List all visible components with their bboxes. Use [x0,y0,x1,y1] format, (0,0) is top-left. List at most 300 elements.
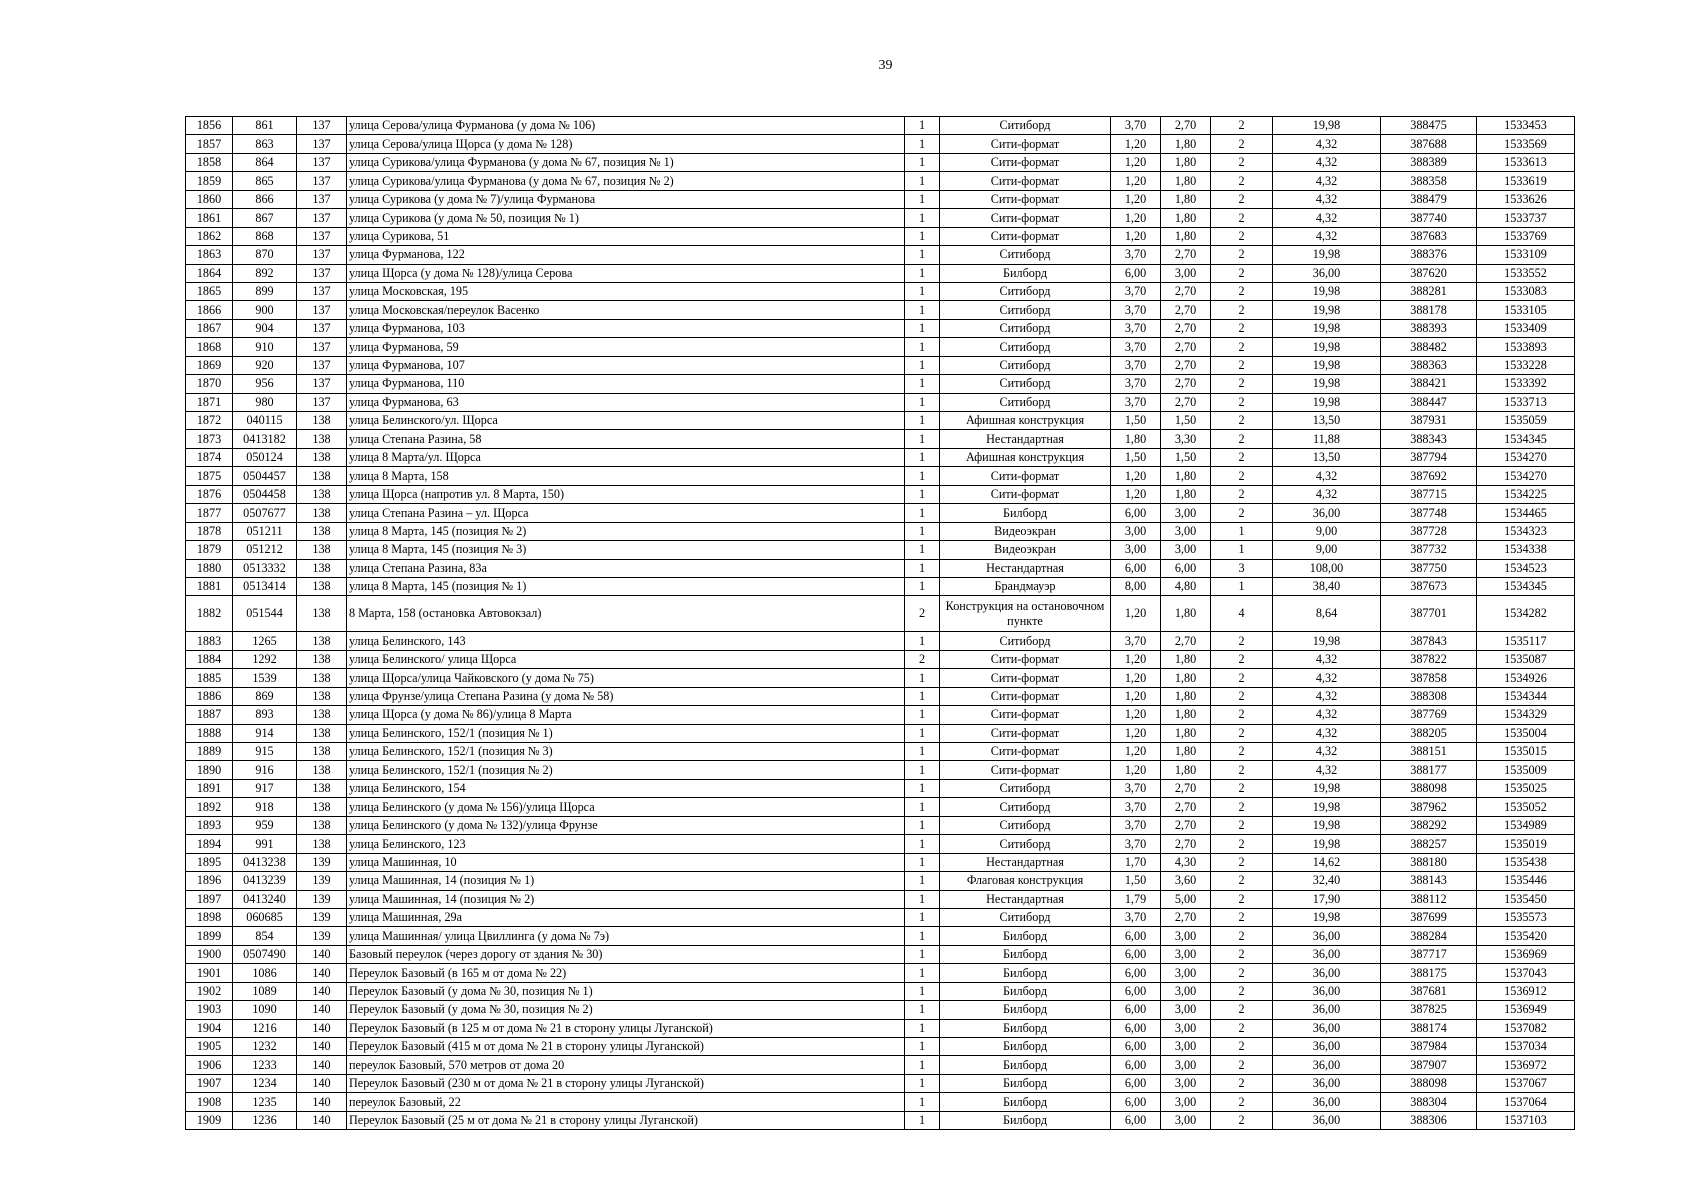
address-cell: улица Щорса/улица Чайковского (у дома № 75) [347,669,905,687]
district-cell: 137 [297,246,347,264]
district-cell: 137 [297,282,347,300]
sides-cell: 1 [1211,522,1273,540]
row-number-cell: 1857 [186,135,233,153]
type-cell: Сити-формат [940,761,1111,779]
table-row [186,964,1575,982]
coord-x-cell: 388281 [1381,282,1477,300]
area-cell: 8,64 [1273,596,1381,632]
coord-y-cell: 1533552 [1477,264,1575,282]
district-cell: 140 [297,1056,347,1074]
height-cell: 1,80 [1161,687,1211,705]
coord-x-cell: 388143 [1381,872,1477,890]
type-cell: Ситиборд [940,816,1111,834]
height-cell: 1,80 [1161,669,1211,687]
row-number-cell: 1906 [186,1056,233,1074]
row-number-cell: 1897 [186,890,233,908]
height-cell: 3,00 [1161,1019,1211,1037]
coord-y-cell: 1533409 [1477,319,1575,337]
district-cell: 138 [297,779,347,797]
sides-cell: 2 [1211,393,1273,411]
count-cell: 2 [905,596,940,632]
count-cell: 1 [905,135,940,153]
page-number: 39 [878,58,893,73]
count-cell: 1 [905,227,940,245]
coord-y-cell: 1534225 [1477,485,1575,503]
count-cell: 1 [905,779,940,797]
structure-id-cell: 051544 [233,596,297,632]
address-cell: улица Машинная, 29а [347,908,905,926]
address-cell: улица Фурманова, 122 [347,246,905,264]
height-cell: 1,80 [1161,467,1211,485]
height-cell: 1,80 [1161,135,1211,153]
district-cell: 138 [297,669,347,687]
height-cell: 4,80 [1161,577,1211,595]
count-cell: 1 [905,1093,940,1111]
structure-id-cell: 040115 [233,412,297,430]
height-cell: 2,70 [1161,356,1211,374]
table-row [186,246,1575,264]
width-cell: 1,20 [1111,743,1161,761]
area-cell: 19,98 [1273,338,1381,356]
width-cell: 1,20 [1111,172,1161,190]
count-cell: 1 [905,1001,940,1019]
district-cell: 140 [297,1001,347,1019]
row-number-cell: 1908 [186,1093,233,1111]
district-cell: 137 [297,356,347,374]
coord-x-cell: 388363 [1381,356,1477,374]
width-cell: 6,00 [1111,945,1161,963]
type-cell: Сити-формат [940,687,1111,705]
coord-x-cell: 388098 [1381,1074,1477,1092]
height-cell: 2,70 [1161,375,1211,393]
height-cell: 2,70 [1161,779,1211,797]
coord-y-cell: 1535059 [1477,412,1575,430]
area-cell: 4,32 [1273,669,1381,687]
type-cell: Брандмауэр [940,577,1111,595]
height-cell: 2,70 [1161,798,1211,816]
width-cell: 3,00 [1111,522,1161,540]
district-cell: 137 [297,135,347,153]
structure-id-cell: 956 [233,375,297,393]
address-cell: улица Сурикова (у дома № 50, позиция № 1) [347,209,905,227]
row-number-cell: 1903 [186,1001,233,1019]
area-cell: 36,00 [1273,964,1381,982]
width-cell: 3,70 [1111,632,1161,650]
address-cell: улица Сурикова (у дома № 7)/улица Фурманова [347,190,905,208]
district-cell: 140 [297,1074,347,1092]
type-cell: Билборд [940,1001,1111,1019]
coord-x-cell: 387692 [1381,467,1477,485]
count-cell: 1 [905,448,940,466]
count-cell: 1 [905,816,940,834]
coord-x-cell: 388175 [1381,964,1477,982]
width-cell: 6,00 [1111,1074,1161,1092]
coord-y-cell: 1535117 [1477,632,1575,650]
table-row [186,908,1575,926]
coord-y-cell: 1535438 [1477,853,1575,871]
type-cell: Ситиборд [940,282,1111,300]
coord-y-cell: 1537064 [1477,1093,1575,1111]
row-number-cell: 1883 [186,632,233,650]
district-cell: 138 [297,430,347,448]
address-cell: улица Сурикова/улица Фурманова (у дома № 67, позиция № 2) [347,172,905,190]
type-cell: Ситиборд [940,632,1111,650]
coord-x-cell: 387822 [1381,650,1477,668]
height-cell: 3,00 [1161,522,1211,540]
area-cell: 4,32 [1273,172,1381,190]
table-row [186,412,1575,430]
coord-y-cell: 1534338 [1477,541,1575,559]
sides-cell: 2 [1211,1038,1273,1056]
table-row [186,522,1575,540]
coord-y-cell: 1536949 [1477,1001,1575,1019]
row-number-cell: 1871 [186,393,233,411]
table-row [186,927,1575,945]
address-cell: улица Белинского (у дома № 132)/улица Фрунзе [347,816,905,834]
width-cell: 3,70 [1111,319,1161,337]
coord-y-cell: 1537067 [1477,1074,1575,1092]
address-cell: улица Белинского, 152/1 (позиция № 2) [347,761,905,779]
width-cell: 1,20 [1111,687,1161,705]
area-cell: 36,00 [1273,264,1381,282]
address-cell: улица Белинского, 152/1 (позиция № 1) [347,724,905,742]
coord-x-cell: 387907 [1381,1056,1477,1074]
sides-cell: 2 [1211,1074,1273,1092]
coord-y-cell: 1533392 [1477,375,1575,393]
coord-x-cell: 387769 [1381,706,1477,724]
structure-id-cell: 050124 [233,448,297,466]
structure-id-cell: 899 [233,282,297,300]
sides-cell: 2 [1211,319,1273,337]
count-cell: 1 [905,319,940,337]
area-cell: 19,98 [1273,632,1381,650]
coord-x-cell: 387750 [1381,559,1477,577]
row-number-cell: 1887 [186,706,233,724]
coord-y-cell: 1534523 [1477,559,1575,577]
row-number-cell: 1862 [186,227,233,245]
area-cell: 4,32 [1273,190,1381,208]
type-cell: Ситиборд [940,356,1111,374]
height-cell: 3,00 [1161,1056,1211,1074]
table-row [186,190,1575,208]
sides-cell: 2 [1211,669,1273,687]
table-row [186,485,1575,503]
address-cell: улица 8 Марта, 145 (позиция № 3) [347,541,905,559]
count-cell: 1 [905,559,940,577]
structure-id-cell: 865 [233,172,297,190]
table-row [186,172,1575,190]
type-cell: Конструкция на остановочном пункте [940,596,1111,632]
sides-cell: 2 [1211,1093,1273,1111]
height-cell: 6,00 [1161,559,1211,577]
address-cell: улица Белинского/ улица Щорса [347,650,905,668]
width-cell: 3,70 [1111,375,1161,393]
height-cell: 3,00 [1161,264,1211,282]
sides-cell: 2 [1211,467,1273,485]
address-cell: улица Степана Разина, 83а [347,559,905,577]
coord-y-cell: 1533769 [1477,227,1575,245]
address-cell: улица Машинная/ улица Цвиллинга (у дома № 7э) [347,927,905,945]
sides-cell: 2 [1211,835,1273,853]
height-cell: 3,00 [1161,1093,1211,1111]
table-row [186,669,1575,687]
coord-y-cell: 1533569 [1477,135,1575,153]
type-cell: Билборд [940,1038,1111,1056]
count-cell: 1 [905,430,940,448]
structure-id-cell: 0504458 [233,485,297,503]
coord-y-cell: 1535450 [1477,890,1575,908]
district-cell: 138 [297,522,347,540]
height-cell: 1,80 [1161,190,1211,208]
coord-x-cell: 387984 [1381,1038,1477,1056]
structure-id-cell: 863 [233,135,297,153]
address-cell: улица Сурикова/улица Фурманова (у дома № 67, позиция № 1) [347,153,905,171]
address-cell: Переулок Базовый (230 м от дома № 21 в сторону улицы Луганской) [347,1074,905,1092]
coord-x-cell: 387732 [1381,541,1477,559]
row-number-cell: 1895 [186,853,233,871]
height-cell: 1,50 [1161,448,1211,466]
district-cell: 138 [297,724,347,742]
coord-x-cell: 387683 [1381,227,1477,245]
area-cell: 11,88 [1273,430,1381,448]
coord-y-cell: 1534345 [1477,430,1575,448]
address-cell: улица Фрунзе/улица Степана Разина (у дома № 58) [347,687,905,705]
table-row [186,945,1575,963]
sides-cell: 2 [1211,908,1273,926]
sides-cell: 2 [1211,172,1273,190]
area-cell: 4,32 [1273,209,1381,227]
type-cell: Афишная конструкция [940,448,1111,466]
area-cell: 4,32 [1273,743,1381,761]
type-cell: Сити-формат [940,706,1111,724]
height-cell: 1,80 [1161,761,1211,779]
structure-id-cell: 991 [233,835,297,853]
structure-id-cell: 0507677 [233,504,297,522]
coord-x-cell: 387681 [1381,982,1477,1000]
coord-x-cell: 387673 [1381,577,1477,595]
coord-x-cell: 388393 [1381,319,1477,337]
type-cell: Сити-формат [940,485,1111,503]
row-number-cell: 1874 [186,448,233,466]
type-cell: Сити-формат [940,669,1111,687]
coord-x-cell: 387794 [1381,448,1477,466]
row-number-cell: 1898 [186,908,233,926]
coord-x-cell: 388447 [1381,393,1477,411]
table-row [186,982,1575,1000]
sides-cell: 2 [1211,504,1273,522]
height-cell: 3,00 [1161,1074,1211,1092]
count-cell: 1 [905,669,940,687]
district-cell: 138 [297,485,347,503]
width-cell: 3,70 [1111,117,1161,135]
coord-x-cell: 387728 [1381,522,1477,540]
row-number-cell: 1884 [186,650,233,668]
coord-x-cell: 387701 [1381,596,1477,632]
sides-cell: 2 [1211,706,1273,724]
row-number-cell: 1893 [186,816,233,834]
coord-y-cell: 1533109 [1477,246,1575,264]
count-cell: 1 [905,1019,940,1037]
type-cell: Ситиборд [940,246,1111,264]
table-row [186,375,1575,393]
coord-x-cell: 387962 [1381,798,1477,816]
width-cell: 3,70 [1111,338,1161,356]
coord-x-cell: 388479 [1381,190,1477,208]
height-cell: 5,00 [1161,890,1211,908]
count-cell: 1 [905,632,940,650]
sides-cell: 2 [1211,1111,1273,1129]
sides-cell: 2 [1211,779,1273,797]
district-cell: 138 [297,687,347,705]
table-row [186,282,1575,300]
table-row [186,743,1575,761]
area-cell: 9,00 [1273,522,1381,540]
sides-cell: 2 [1211,412,1273,430]
row-number-cell: 1872 [186,412,233,430]
structure-id-cell: 0413239 [233,872,297,890]
width-cell: 1,20 [1111,467,1161,485]
table-row [186,687,1575,705]
advertising-structures-table [185,116,1575,1130]
table-row [186,135,1575,153]
district-cell: 139 [297,890,347,908]
district-cell: 138 [297,743,347,761]
sides-cell: 2 [1211,743,1273,761]
height-cell: 1,80 [1161,596,1211,632]
table-row [186,393,1575,411]
width-cell: 3,70 [1111,393,1161,411]
width-cell: 6,00 [1111,982,1161,1000]
width-cell: 3,70 [1111,779,1161,797]
table-row [186,541,1575,559]
district-cell: 137 [297,338,347,356]
type-cell: Ситиборд [940,301,1111,319]
count-cell: 1 [905,982,940,1000]
address-cell: улица Белинского, 123 [347,835,905,853]
area-cell: 4,32 [1273,650,1381,668]
table-row [186,650,1575,668]
height-cell: 3,00 [1161,964,1211,982]
height-cell: 1,80 [1161,227,1211,245]
structure-id-cell: 864 [233,153,297,171]
coord-y-cell: 1533105 [1477,301,1575,319]
row-number-cell: 1896 [186,872,233,890]
area-cell: 36,00 [1273,1038,1381,1056]
sides-cell: 2 [1211,927,1273,945]
type-cell: Ситиборд [940,908,1111,926]
area-cell: 4,32 [1273,724,1381,742]
count-cell: 1 [905,964,940,982]
coord-x-cell: 388376 [1381,246,1477,264]
area-cell: 19,98 [1273,816,1381,834]
structure-id-cell: 1090 [233,1001,297,1019]
structure-id-cell: 916 [233,761,297,779]
address-cell: улица Степана Разина, 58 [347,430,905,448]
row-number-cell: 1860 [186,190,233,208]
count-cell: 1 [905,1074,940,1092]
district-cell: 140 [297,1111,347,1129]
structure-id-cell: 0504457 [233,467,297,485]
structure-id-cell: 868 [233,227,297,245]
address-cell: улица Московская/переулок Васенко [347,301,905,319]
width-cell: 3,70 [1111,301,1161,319]
type-cell: Ситиборд [940,779,1111,797]
row-number-cell: 1907 [186,1074,233,1092]
coord-y-cell: 1533453 [1477,117,1575,135]
table-row [186,430,1575,448]
count-cell: 1 [905,1056,940,1074]
table-row [186,264,1575,282]
structure-id-cell: 051211 [233,522,297,540]
width-cell: 3,70 [1111,356,1161,374]
type-cell: Билборд [940,964,1111,982]
type-cell: Нестандартная [940,559,1111,577]
coord-y-cell: 1534329 [1477,706,1575,724]
table-row [186,761,1575,779]
row-number-cell: 1900 [186,945,233,963]
address-cell: улица Белинского, 152/1 (позиция № 3) [347,743,905,761]
district-cell: 138 [297,835,347,853]
width-cell: 6,00 [1111,927,1161,945]
height-cell: 2,70 [1161,338,1211,356]
area-cell: 19,98 [1273,835,1381,853]
structure-id-cell: 1089 [233,982,297,1000]
coord-x-cell: 388151 [1381,743,1477,761]
address-cell: Переулок Базовый (415 м от дома № 21 в сторону улицы Луганской) [347,1038,905,1056]
structure-id-cell: 1216 [233,1019,297,1037]
table-row [186,890,1575,908]
height-cell: 4,30 [1161,853,1211,871]
height-cell: 2,70 [1161,301,1211,319]
sides-cell: 2 [1211,356,1273,374]
table-row [186,632,1575,650]
width-cell: 8,00 [1111,577,1161,595]
sides-cell: 2 [1211,945,1273,963]
structure-id-cell: 869 [233,687,297,705]
height-cell: 1,50 [1161,412,1211,430]
width-cell: 3,00 [1111,541,1161,559]
coord-y-cell: 1534323 [1477,522,1575,540]
type-cell: Сити-формат [940,190,1111,208]
coord-y-cell: 1533619 [1477,172,1575,190]
table-row [186,1111,1575,1129]
type-cell: Сити-формат [940,153,1111,171]
type-cell: Сити-формат [940,135,1111,153]
width-cell: 3,70 [1111,835,1161,853]
type-cell: Нестандартная [940,890,1111,908]
structure-id-cell: 866 [233,190,297,208]
count-cell: 1 [905,172,940,190]
type-cell: Сити-формат [940,724,1111,742]
address-cell: улица Машинная, 10 [347,853,905,871]
row-number-cell: 1880 [186,559,233,577]
count-cell: 1 [905,264,940,282]
table-row [186,227,1575,245]
table-row [186,356,1575,374]
row-number-cell: 1909 [186,1111,233,1129]
district-cell: 138 [297,761,347,779]
count-cell: 1 [905,541,940,559]
sides-cell: 2 [1211,632,1273,650]
coord-y-cell: 1534282 [1477,596,1575,632]
width-cell: 1,20 [1111,761,1161,779]
row-number-cell: 1902 [186,982,233,1000]
row-number-cell: 1892 [186,798,233,816]
type-cell: Ситиборд [940,319,1111,337]
type-cell: Флаговая конструкция [940,872,1111,890]
height-cell: 2,70 [1161,632,1211,650]
area-cell: 36,00 [1273,1019,1381,1037]
